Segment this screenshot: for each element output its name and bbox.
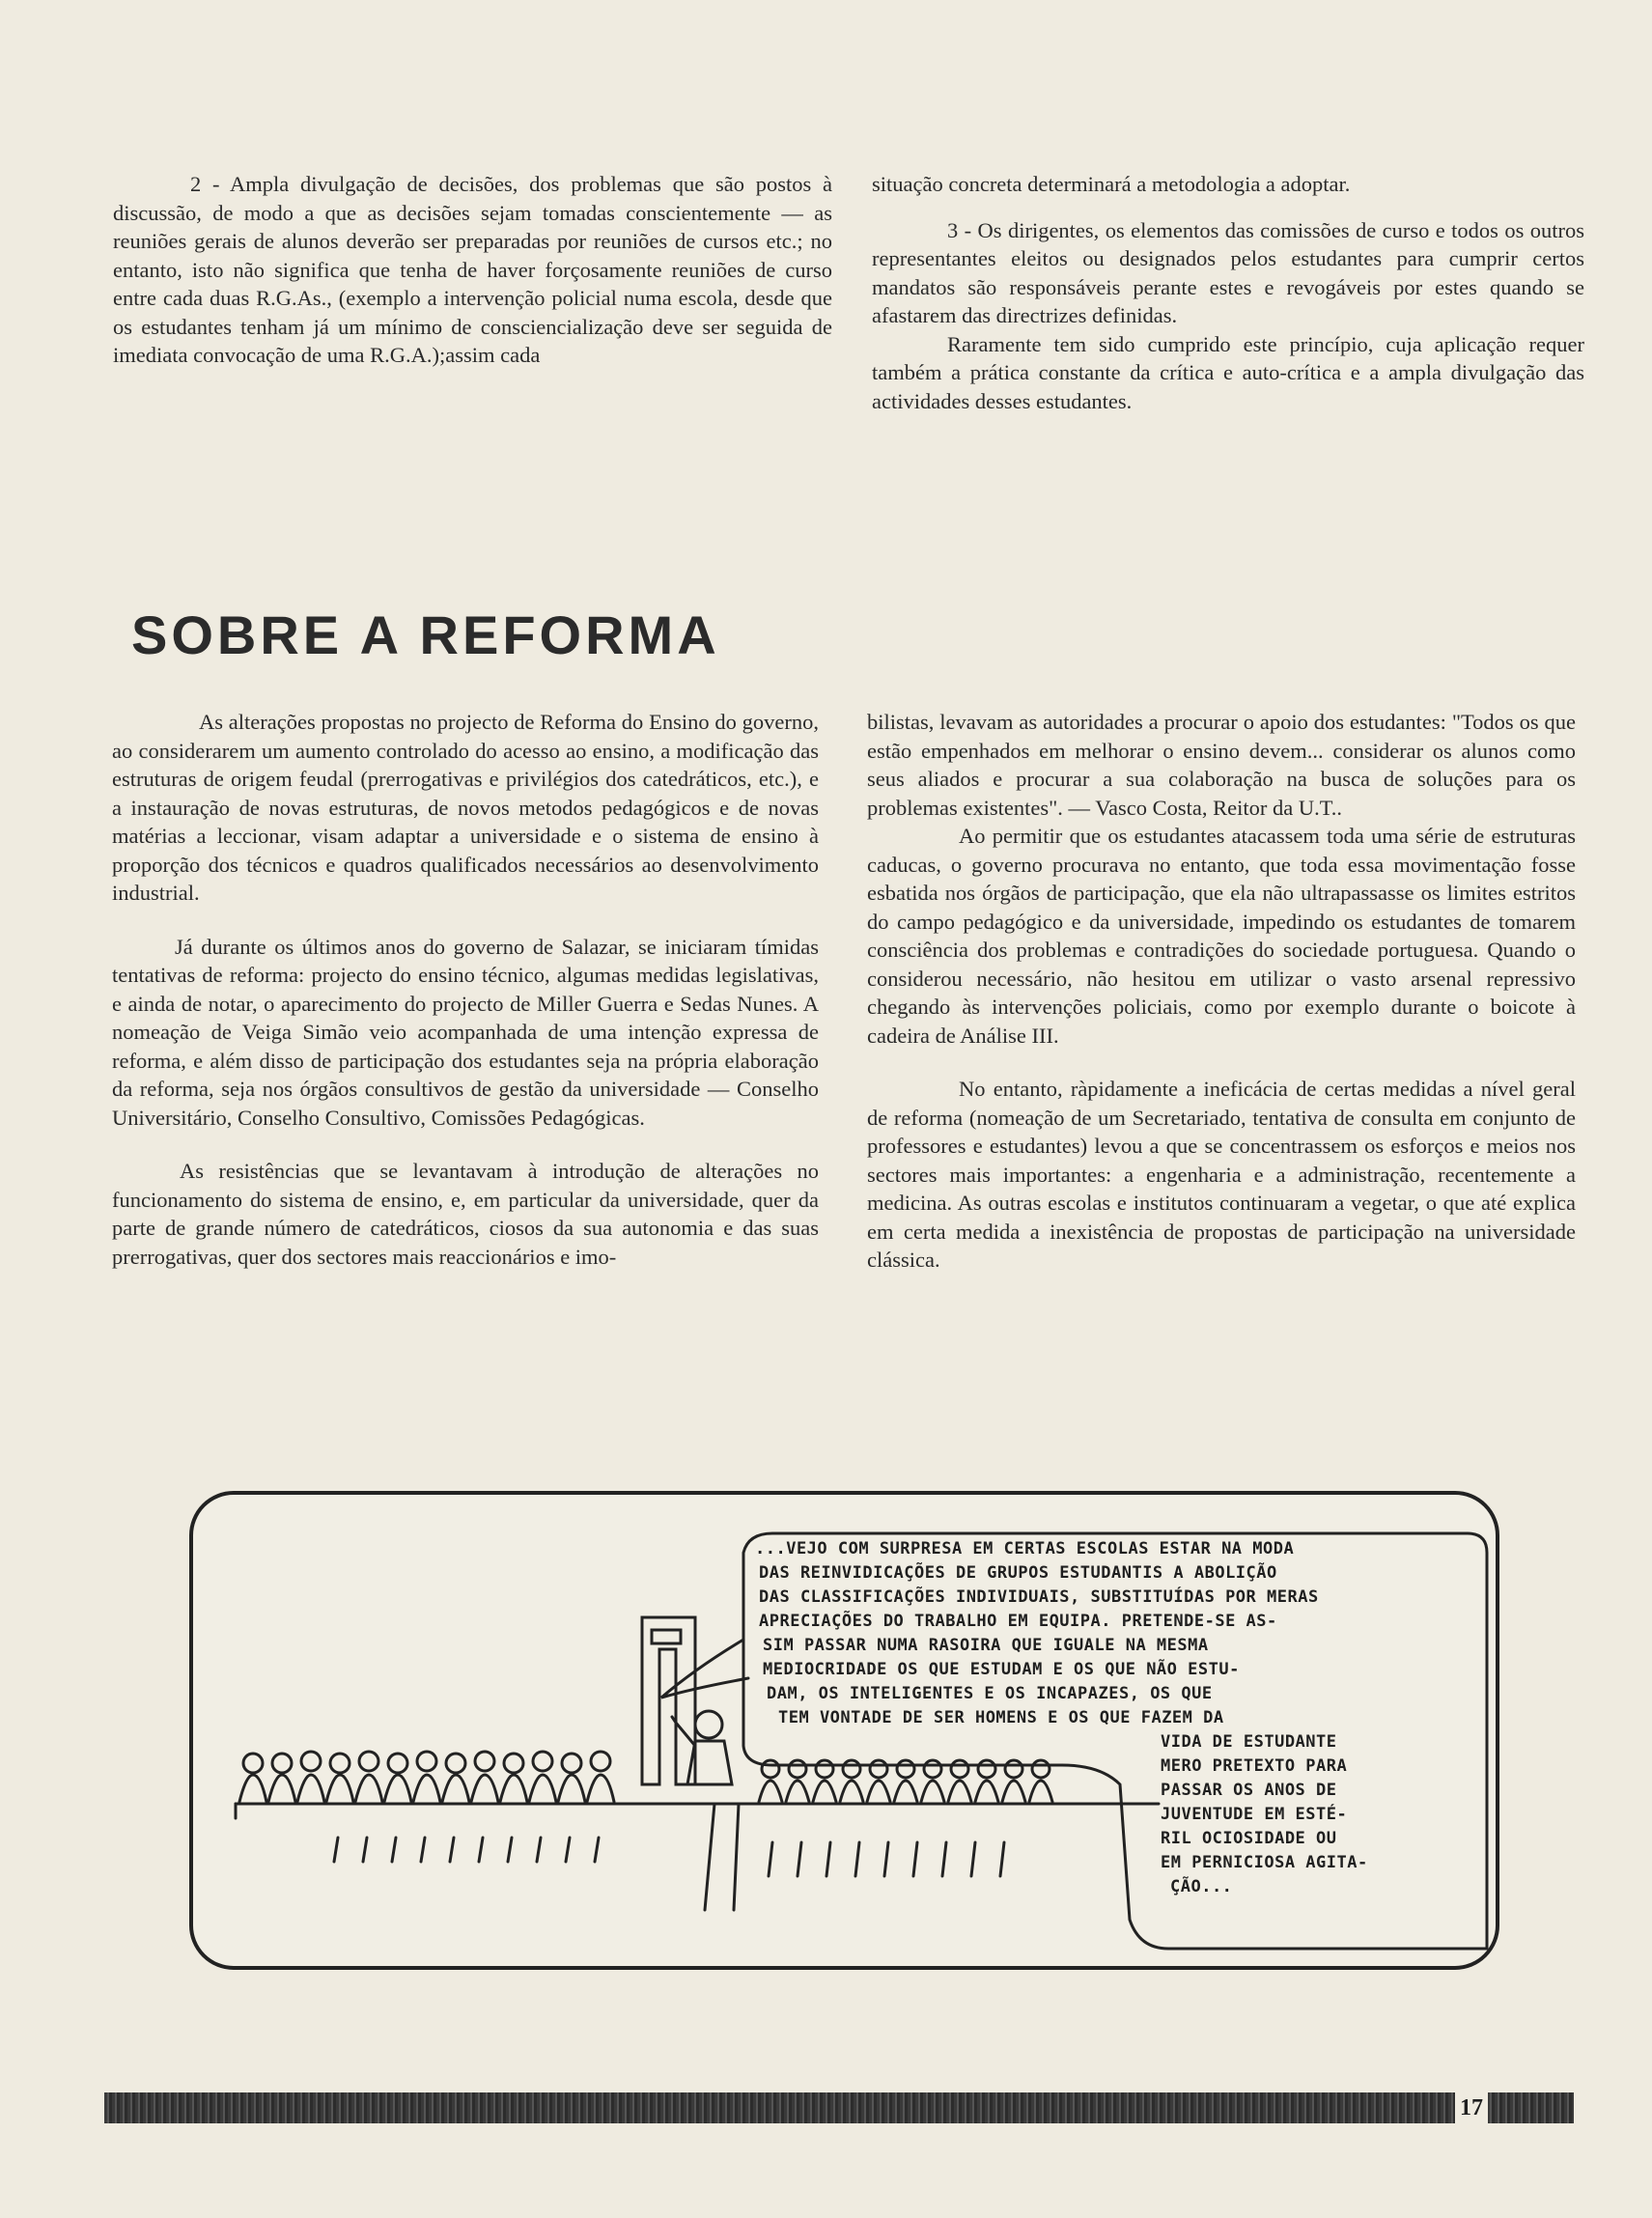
caption-line: MEDIOCRIDADE OS QUE ESTUDAM E OS QUE NÃO ESTU- [763, 1660, 1240, 1679]
caption-line: APRECIAÇÕES DO TRABALHO EM EQUIPA. PRETENDE-SE AS- [759, 1612, 1277, 1631]
caption-line: DAS CLASSIFICAÇÕES INDIVIDUAIS, SUBSTITUÍDAS POR MERAS [759, 1587, 1319, 1607]
caption-line: EM PERNICIOSA AGITA- [1161, 1853, 1368, 1872]
caption-line: PASSAR OS ANOS DE [1161, 1781, 1337, 1800]
caption-line: RIL OCIOSIDADE OU [1161, 1829, 1337, 1848]
caption-line: VIDA DE ESTUDANTE [1161, 1732, 1337, 1752]
audience-left [239, 1752, 614, 1802]
article-left-column [112, 708, 819, 1271]
caption-line: JUVENTUDE EM ESTÉ- [1161, 1805, 1348, 1824]
left-column-top [113, 170, 832, 370]
table-legs [236, 1804, 739, 1910]
caption-line: ...VEJO COM SURPRESA EM CERTAS ESCOLAS ESTAR NA MODA [755, 1539, 1295, 1558]
right-column-top [872, 170, 1584, 415]
speaker-head [695, 1711, 722, 1738]
paragraph: 2 - Ampla divulgação de decisões, dos problemas que são postos à discussão, de modo a que as decisões sejam tomadas conscientemente — as reuniões gerais de alunos deverão ser preparadas por reuniões de cursos etc.; no entanto, isto não significa que tenha de haver forçosamente reuniões de curso entre cada duas R.G.As., (exemplo a intervenção policial numa escola, desde que os estudantes tenham já um mínimo de consciencialização deve ser seguida de imediata convocação de uma R.G.A.);assim cada [113, 172, 832, 367]
paragraph: Raramente tem sido cumprido este princípio, cuja aplicação requer também a prática constante da crítica e auto-crítica e a ampla divulgação das actividades desses estudantes. [872, 331, 1584, 413]
cartoon-speech-text [755, 1537, 1462, 1933]
paragraph: bilistas, levavam as autoridades a procurar o apoio dos estudantes: "Todos os que estão empenhados em melhorar o ensino devem... considerar os alunos como seus aliados e procurar a sua colaboração na busca de soluções para os problemas existentes". — Vasco Costa, Reitor da U.T.. [867, 710, 1576, 820]
caption-line: TEM VONTADE DE SER HOMENS E OS QUE FAZEM DA [778, 1708, 1224, 1727]
paragraph: No entanto, ràpidamente a ineficácia de certas medidas a nível geral de reforma (nomeação de um Secretariado, tentativa de consulta em conjunto de professores e estudantes) levou a que se concentrassem os esforços e meios nos sectores mais importantes: a engenharia e a administração, recentemente a medicina. As outras escolas e institutos continuaram a vegetar, o que até explica em certa medida a inexistência de propostas de participação na universidade clássica. [867, 1077, 1576, 1272]
caption-line: SIM PASSAR NUMA RASOIRA QUE IGUALE NA MESMA [763, 1636, 1209, 1655]
article-right-column [867, 708, 1576, 1275]
paragraph: Ao permitir que os estudantes atacassem toda uma série de estruturas caducas, o governo procurava no entanto, que toda essa movimentação fosse esbatida nos órgãos de participação, que ela não ultrapassasse os limites estritos do campo pedagógico e da universidade, impedindo os estudantes de tomarem consciência dos problemas e contradições do sociedade portuguesa. Quando o considerou necessário, não hesitou em utilizar o vasto arsenal repressivo chegando às intervenções policiais, como por exemplo durante o boicote à cadeira de Análise III. [867, 824, 1576, 1048]
article-heading: SOBRE A REFORMA [131, 604, 720, 665]
caption-line: ÇÃO... [1170, 1877, 1233, 1896]
paragraph: 3 - Os dirigentes, os elementos das comissões de curso e todos os outros representantes eleitos ou designados pelos estudantes para cumprir certos mandatos são responsáveis perante estes e revogáveis por estes quando se afastarem das directrizes definidas. [872, 217, 1584, 327]
paragraph: Já durante os últimos anos do governo de Salazar, se iniciaram tímidas tentativas de reforma: projecto do ensino técnico, algumas medidas legislativas, e ainda de notar, o aparecimento do projecto de Miller Guerra e Sedas Nunes. A nomeação de Veiga Simão veio acompanhada de uma intenção expressa de reforma, e além disso de participação dos estudantes seja na própria elaboração da reforma, seja nos órgãos consultivos de gestão da universidade — Conselho Universitário, Conselho Consultivo, Comissões Pedagógicas. [112, 934, 819, 1130]
paragraph: As alterações propostas no projecto de Reforma do Ensino do governo, ao considerarem um aumento controlado do acesso ao ensino, a modificação das estruturas de origem feudal (prerrogativas e privilégios dos catedráticos, etc.), e a instauração de novas estruturas, de novos metodos pedagógicos e de novas matérias a leccionar, visam adaptar a universidade e o sistema de ensino à proporção dos técnicos e quadros qualificados necessários ao desenvolvimento industrial. [112, 710, 819, 905]
caption-line: DAS REINVIDICAÇÕES DE GRUPOS ESTUDANTIS A ABOLIÇÃO [759, 1563, 1277, 1583]
caption-line: DAM, OS INTELIGENTES E OS INCAPAZES, OS QUE [767, 1684, 1213, 1703]
page-number: 17 [1455, 2092, 1488, 2123]
cartoon-panel [189, 1491, 1499, 1970]
paragraph: As resistências que se levantavam à introdução de alterações no funcionamento do sistema de ensino, e, em particular da universidade, quer da parte de grande número de catedráticos, ciosos da sua autonomia e das suas prerrogativas, quer dos sectores mais reaccionários e imo- [112, 1159, 819, 1269]
paragraph: situação concreta determinará a metodologia a adoptar. [872, 172, 1351, 196]
caption-line: MERO PRETEXTO PARA [1161, 1756, 1348, 1776]
footer-rule [104, 2092, 1574, 2123]
